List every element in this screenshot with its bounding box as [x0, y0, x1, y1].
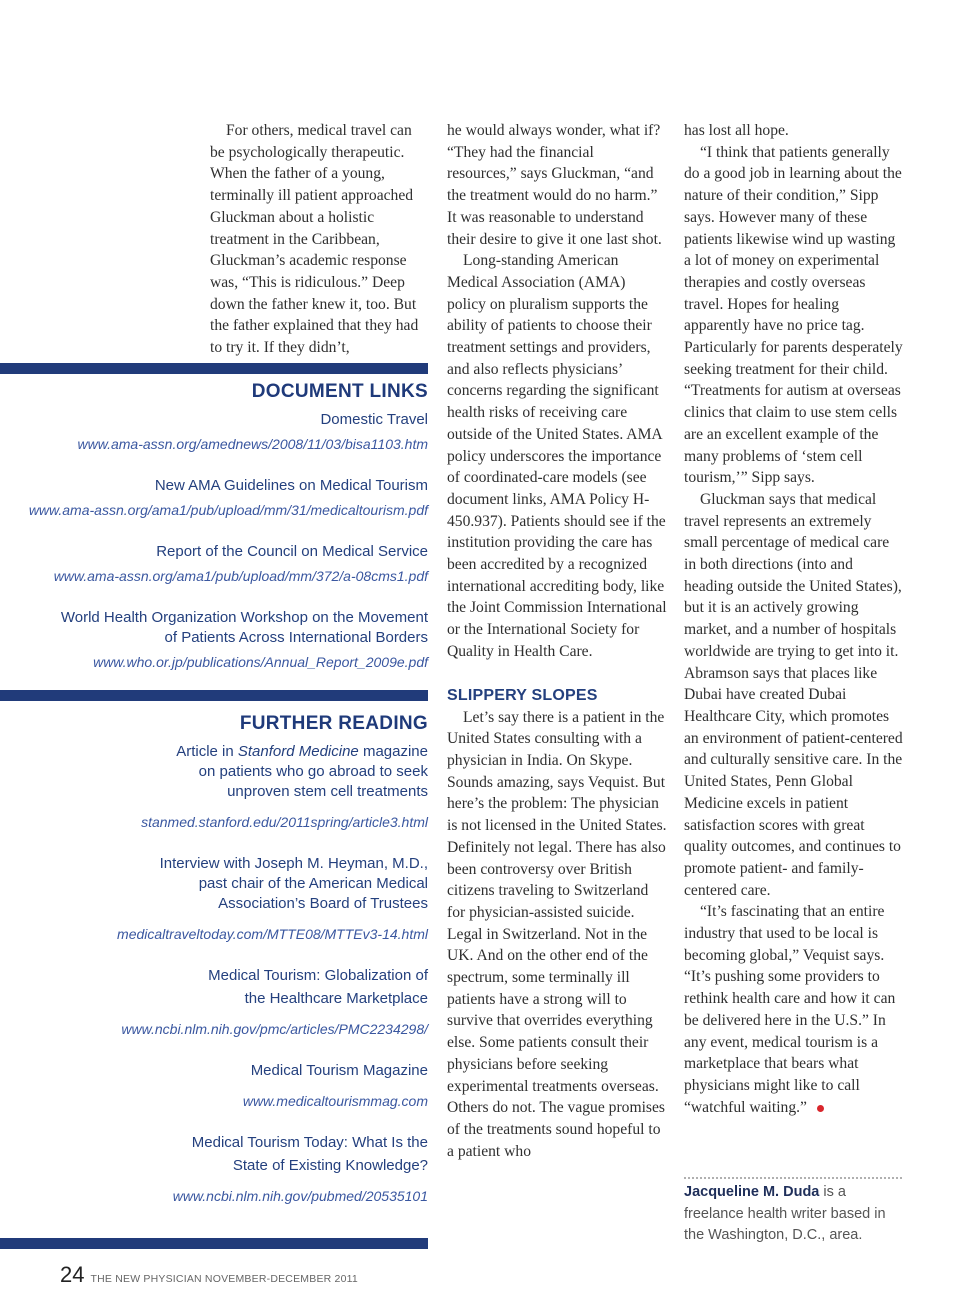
author-name: Jacqueline M. Duda: [684, 1184, 820, 1200]
article-paragraph: has lost all hope.: [684, 122, 789, 139]
link-url[interactable]: www.medicaltourismmag.com: [242, 1093, 428, 1109]
document-links-heading: DOCUMENT LINKS: [251, 381, 428, 402]
link-title: World Health Organization Workshop on the Movement: [60, 609, 428, 626]
intro-paragraph: For others, medical travel can be psychologically therapeutic. When the father of a young, terminally ill patient approached Gluckman about a holistic treatment in the Caribbean, Gluckman’s academic response was, “This is ridiculous.” Deep down the father knew it, too. But the father explained that they had to try it. If they didn’t,: [210, 122, 419, 357]
section-subhead: SLIPPERY SLOPES: [447, 686, 598, 704]
link-url[interactable]: www.ncbi.nlm.nih.gov/pmc/articles/PMC2234298/: [121, 1021, 428, 1037]
document-link-item: [20, 608, 428, 672]
reading-title-line: Medical Tourism Magazine: [250, 1062, 428, 1079]
reading-title-line: past chair of the American Medical: [198, 875, 428, 892]
publication-info: THE NEW PHYSICIAN NOVEMBER-DECEMBER 2011: [90, 1273, 358, 1285]
document-link-item: [20, 542, 428, 586]
document-links-box: [20, 380, 428, 672]
further-reading-heading: FURTHER READING: [239, 713, 428, 734]
document-link-item: [20, 476, 428, 520]
reading-title-line: on patients who go abroad to seek: [198, 763, 428, 780]
intro-text-column: [210, 120, 428, 359]
reading-title-line: State of Existing Knowledge?: [232, 1157, 428, 1174]
author-bio-text: is a freelance health writer based in the Washington, D.C., area.: [684, 1184, 886, 1243]
further-reading-item: [20, 966, 428, 1039]
further-reading-item: [20, 1133, 428, 1206]
link-url[interactable]: www.ama-assn.org/ama1/pub/upload/mm/372/a-08cms1.pdf: [53, 568, 428, 584]
sidebar-divider-bar: [0, 690, 428, 701]
article-paragraph: Gluckman says that medical travel represents an extremely small percentage of medical care in both directions (into and heading outside the United States), but it is an actively growing market, and a number of hospitals worldwide are trying to get into it. Abramson says that places like Dubai have created Dubai Healthcare City, which promotes an environment of patient-centered and culturally sensitive care. In the United States, Penn Global Medicine excels in patient satisfaction scores with great quality outcomes, and continues to promote patient- and family-centered care.: [684, 490, 903, 899]
link-title: of Patients Across International Borders: [164, 629, 428, 646]
link-url[interactable]: www.who.or.jp/publications/Annual_Report_2009e.pdf: [93, 654, 428, 670]
reading-title-pre: Article in: [176, 743, 238, 760]
article-column-3: [684, 120, 904, 1118]
link-title: Domestic Travel: [320, 411, 428, 428]
sidebar-divider-bar: [0, 363, 428, 374]
link-url[interactable]: medicaltraveltoday.com/MTTE08/MTTEv3-14.html: [117, 926, 428, 942]
link-title: Report of the Council on Medical Service: [156, 543, 428, 560]
link-url[interactable]: stanmed.stanford.edu/2011spring/article3.html: [141, 814, 428, 830]
reading-title-line: Medical Tourism Today: What Is the: [191, 1134, 428, 1151]
reading-title-line: [20, 742, 428, 762]
end-mark-icon: [817, 1105, 824, 1112]
article-paragraph: Let’s say there is a patient in the United States consulting with a physician in India. On Skype. Sounds amazing, says Vequist. But here’s the problem: The physician is not licensed in the United States. Definitely not legal. There has also been controversy over British citizens traveling to Switzerland for physician-assisted suicide. Legal in Switzerland. Not in the UK. And on the other end of the spectrum, some terminally ill patients have a strong will to survive that overrides everything else. Some patients consult their physicians before seeking experimental treatments overseas. Others do not. The vague promises of the treatments sound hopeful to a patient who: [447, 708, 667, 1160]
page-number: 24: [60, 1262, 85, 1287]
link-url[interactable]: www.ncbi.nlm.nih.gov/pubmed/20535101: [172, 1188, 428, 1204]
bio-divider: [684, 1177, 902, 1179]
article-paragraph: [684, 901, 904, 1118]
reading-title-line: Medical Tourism: Globalization of: [208, 967, 428, 984]
page-footer: [60, 1262, 358, 1288]
sidebar-divider-bar: [0, 1238, 428, 1249]
link-title: New AMA Guidelines on Medical Tourism: [154, 477, 428, 494]
link-url[interactable]: www.ama-assn.org/ama1/pub/upload/mm/31/medicaltourism.pdf: [28, 502, 428, 518]
article-paragraph: “I think that patients generally do a good job in learning about the nature of their condition,” Sipp says. However many of these patients likewise wind up wasting a lot of money on experimental therapies and costly overseas travel. Hopes for healing apparently have no price tag. Particularly for parents desperately seeking treatment for their child. “Treatments for autism at overseas clinics that claim to use stem cells are an excellent example of the many problems of ‘stem cell tourism,’” Sipp says.: [684, 143, 903, 487]
reading-title-post: magazine: [358, 743, 428, 760]
further-reading-box: [20, 712, 428, 1206]
reading-title-line: Interview with Joseph M. Heyman, M.D.,: [159, 855, 428, 872]
reading-title-line: Association’s Board of Trustees: [218, 895, 428, 912]
further-reading-item: [20, 854, 428, 944]
document-link-item: [20, 410, 428, 454]
link-url[interactable]: www.ama-assn.org/amednews/2008/11/03/bisa1103.htm: [77, 436, 428, 452]
closing-paragraph-text: “It’s fascinating that an entire industry that used to be local is becoming global,” Vequist says. “It’s pushing some providers to rethink health care and how it can be delivered here in the U.S.” In any event, medical tourism is a marketplace that bears what physicians might like to call “watchful waiting.”: [684, 903, 896, 1116]
article-column-2: [447, 120, 667, 1162]
author-bio: [684, 1182, 904, 1247]
reading-title-line: the Healthcare Marketplace: [244, 990, 428, 1007]
further-reading-item: [20, 1061, 428, 1111]
further-reading-item: [20, 742, 428, 832]
magazine-name: Stanford Medicine: [237, 743, 359, 760]
article-paragraph: he would always wonder, what if? “They had the financial resources,” says Gluckman, “and the treatment would do no harm.” It was reasonable to understand their desire to give it one last shot.: [447, 122, 662, 248]
reading-title-line: unproven stem cell treatments: [227, 783, 428, 800]
article-paragraph: Long-standing American Medical Association (AMA) policy on pluralism supports the ability of patients to choose their treatment settings and providers, and also reflects physicians’ concerns regarding the significant health risks of receiving care outside of the United States. AMA policy underscores the importance of coordinated-care models (see document links, AMA Policy H-450.937). Patients should see if the institution providing the care has been accredited by a recognized international accrediting body, like the Joint Commission International or the International Society for Quality in Health Care.: [447, 252, 667, 660]
